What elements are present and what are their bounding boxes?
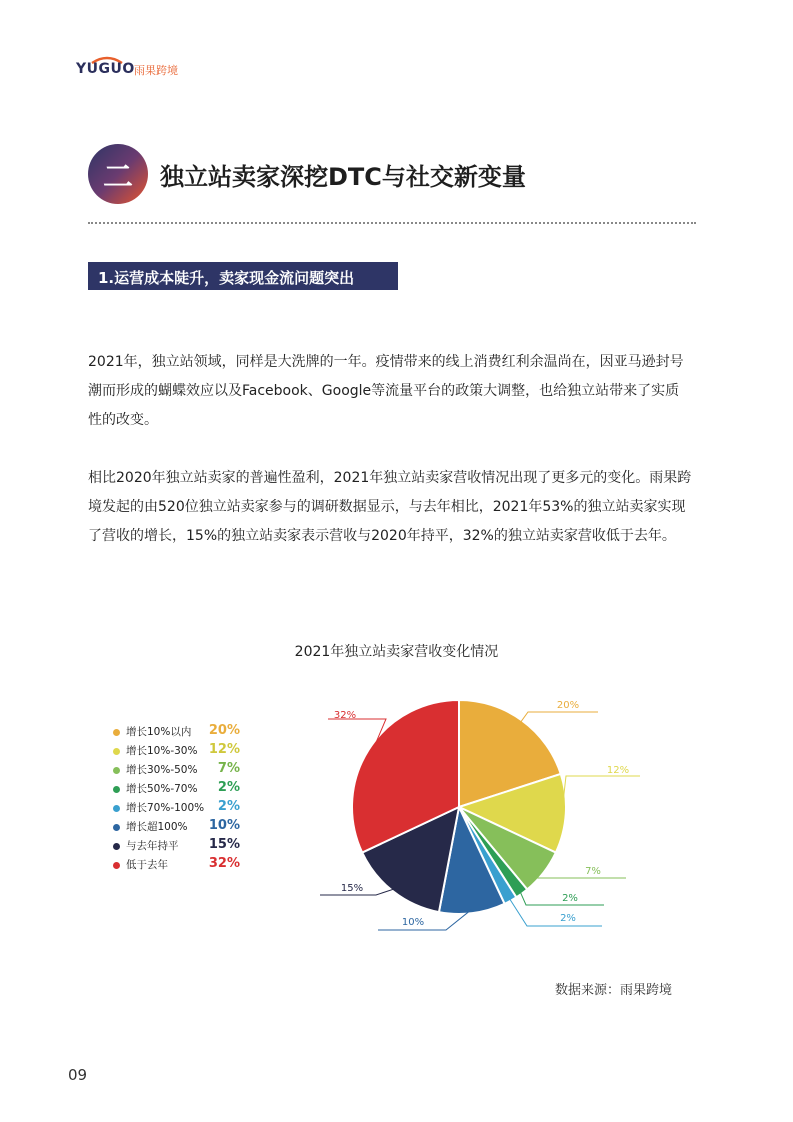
legend-swatch (113, 862, 120, 869)
chart-title: 2021年独立站卖家营收变化情况 (294, 644, 499, 660)
page-number: 09 (68, 1066, 88, 1084)
subsection-title: 1.运营成本陡升，卖家现金流问题突出 (98, 269, 355, 287)
logo-text-en: YUGUO (76, 61, 135, 77)
legend-label: 增长10%以内 (126, 726, 192, 738)
legend-item (110, 780, 250, 799)
legend-item (110, 837, 250, 856)
legend-label: 增长50%-70% (126, 783, 198, 795)
legend-label: 增长10%-30% (126, 745, 198, 757)
legend-item (110, 723, 250, 742)
legend-item (110, 799, 250, 818)
data-label: 7% (585, 866, 601, 877)
legend-label: 低于去年 (126, 859, 168, 871)
leader-line (536, 870, 626, 878)
legend-value: 15% (208, 837, 240, 852)
legend-swatch (113, 729, 120, 736)
leader-line (509, 897, 602, 926)
paragraph-2: 相比2020年独立站卖家的普遍性盈利，2021年独立站卖家营收情况出现了更多元的变化。雨果跨境发起的由520位独立站卖家参与的调研数据显示，与去年相比，2021年53%的独立站卖家实现了营收的增长，15%的独立站卖家表示营收与2020年持平，32%的独立站卖家营收低于去年。 (88, 470, 692, 544)
legend-label: 增长超100% (126, 821, 188, 833)
legend-item (110, 761, 250, 780)
section-badge: 二 (88, 144, 148, 204)
data-label: 12% (606, 765, 630, 776)
data-label: 2% (562, 893, 578, 904)
subsection-header (88, 262, 398, 290)
legend-value: 7% (217, 761, 240, 776)
legend-value: 32% (208, 856, 240, 871)
chart-legend (110, 723, 250, 875)
legend-swatch (113, 748, 120, 755)
section-title: 独立站卖家深挖DTC与社交新变量 (160, 163, 526, 191)
legend-label: 增长70%-100% (126, 802, 205, 814)
data-label: 20% (556, 700, 580, 711)
pie-chart (300, 690, 640, 940)
logo-text-cn: 雨果跨境 (134, 64, 178, 77)
legend-label: 与去年持平 (126, 840, 179, 852)
leader-line (562, 776, 640, 813)
leader-line (520, 712, 598, 724)
data-label: 15% (340, 883, 364, 894)
legend-item (110, 742, 250, 761)
legend-value: 2% (217, 780, 240, 795)
data-label: 10% (401, 917, 425, 928)
data-label: 2% (560, 913, 576, 924)
legend-value: 12% (208, 742, 240, 757)
legend-swatch (113, 767, 120, 774)
legend-item (110, 818, 250, 837)
legend-value: 10% (208, 818, 240, 833)
data-label: 32% (333, 710, 357, 721)
paragraph-1: 2021年，独立站领域，同样是大洗牌的一年。疫情带来的线上消费红利余温尚在，因亚马逊封号潮而形成的蝴蝶效应以及Facebook、Google等流量平台的政策大调整，也给独立站带来了实质性的改变。 (88, 354, 684, 428)
legend-swatch (113, 824, 120, 831)
legend-value: 20% (208, 723, 240, 738)
dotted-divider (88, 222, 696, 224)
legend-swatch (113, 843, 120, 850)
legend-item (110, 856, 250, 875)
legend-label: 增长30%-50% (126, 764, 198, 776)
data-source: 数据来源：雨果跨境 (555, 983, 673, 998)
legend-swatch (113, 805, 120, 812)
legend-swatch (113, 786, 120, 793)
legend-value: 2% (217, 799, 240, 814)
